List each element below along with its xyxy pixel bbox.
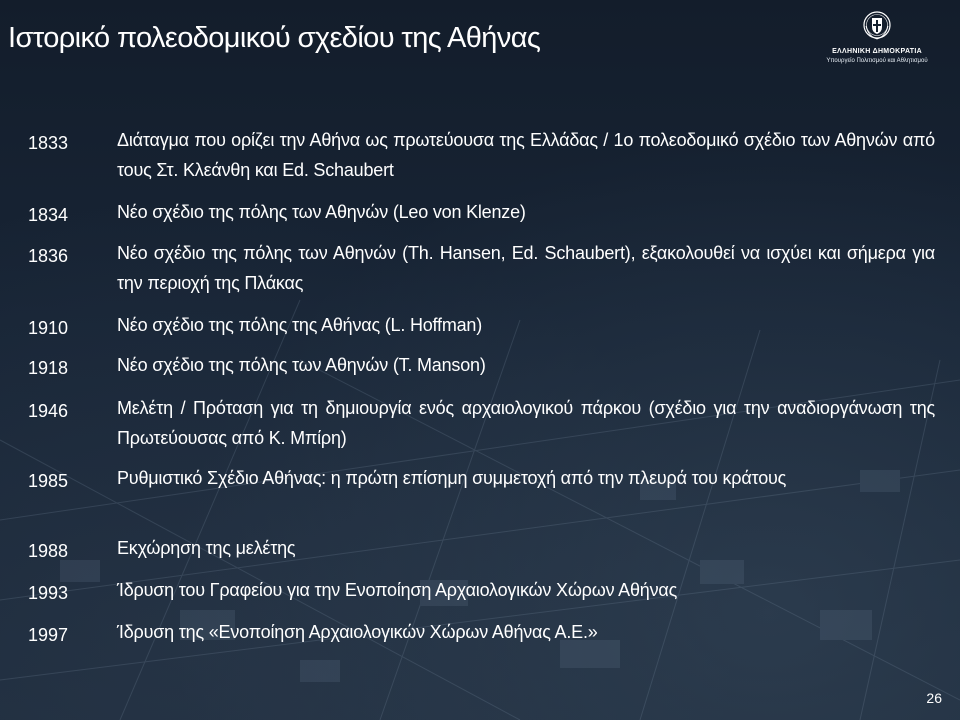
timeline-text: Διάταγμα που ορίζει την Αθήνα ως πρωτεύουσα της Ελλάδας / 1ο πολεοδομικό σχέδιο των Αθηνών από τους Στ. Κλεάνθη και Ed. Schaubert — [117, 130, 935, 180]
ministry-name: Υπουργείο Πολιτισμού και Αθλητισμού — [826, 58, 928, 64]
timeline-year: 1988 — [28, 541, 69, 561]
timeline-year: 1946 — [28, 401, 69, 421]
government-name: ΕΛΛΗΝΙΚΗ ΔΗΜΟΚΡΑΤΙΑ — [832, 48, 922, 55]
timeline-text: Νέο σχέδιο της πόλης των Αθηνών (Leo von Klenze) — [117, 202, 526, 222]
timeline-text: Νέο σχέδιο της πόλης των Αθηνών (Th. Hansen, Ed. Schaubert), εξακολουθεί να ισχύει και σήμερα για την περιοχή της Πλάκας — [117, 243, 935, 293]
timeline-year: 1993 — [28, 583, 69, 603]
timeline-text: Νέο σχέδιο της πόλης των Αθηνών (T. Manson) — [117, 355, 486, 375]
timeline-year: 1997 — [28, 625, 69, 645]
timeline-year: 1834 — [28, 205, 69, 225]
timeline-text: Ρυθμιστικό Σχέδιο Αθήνας: η πρώτη επίσημη συμμετοχή από την πλευρά του κράτους — [117, 468, 787, 488]
timeline-year: 1836 — [28, 246, 69, 266]
government-logo — [802, 10, 952, 66]
slide-title: Ιστορικό πολεοδομικού σχεδίου της Αθήνας — [8, 22, 541, 54]
timeline-year: 1910 — [28, 318, 69, 338]
timeline-year: 1918 — [28, 358, 69, 378]
timeline-text: Εκχώρηση της μελέτης — [117, 538, 296, 558]
timeline-year: 1833 — [28, 133, 69, 153]
page-number: 26 — [926, 690, 942, 706]
timeline-text: Ίδρυση του Γραφείου για την Ενοποίηση Αρχαιολογικών Χώρων Αθήνας — [117, 580, 678, 600]
timeline-text: Μελέτη / Πρόταση για τη δημιουργία ενός αρχαιολογικού πάρκου (σχέδιο για την αναδιοργάνωση της Πρωτεύουσας από Κ. Μπίρη) — [117, 398, 935, 448]
timeline-text: Ίδρυση της «Ενοποίηση Αρχαιολογικών Χώρων Αθήνας Α.Ε.» — [117, 622, 598, 642]
greek-coat-of-arms-icon — [862, 10, 892, 44]
timeline-text: Νέο σχέδιο της πόλης της Αθήνας (L. Hoffman) — [117, 315, 483, 335]
timeline-year: 1985 — [28, 471, 69, 491]
